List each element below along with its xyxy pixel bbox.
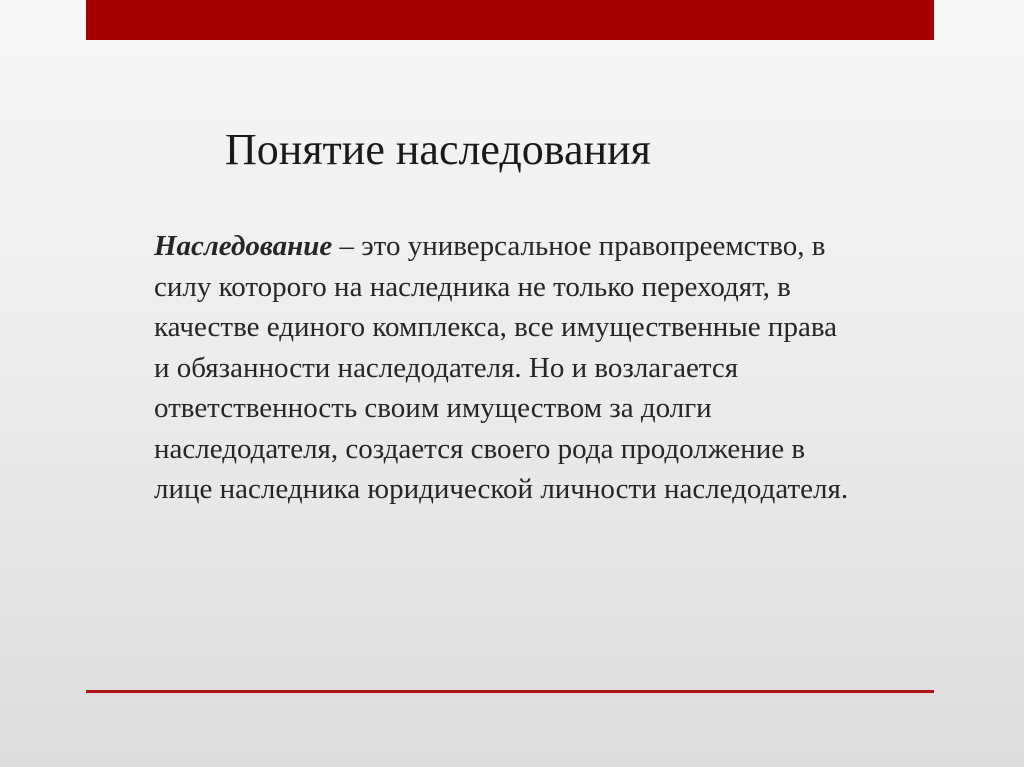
definition-term: Наследование bbox=[154, 230, 333, 262]
definition-paragraph bbox=[154, 226, 854, 510]
slide-title: Понятие наследования bbox=[225, 125, 651, 174]
bottom-divider bbox=[86, 690, 934, 693]
top-accent-bar bbox=[86, 0, 934, 40]
definition-text: – это универсальное правопреемство, в силу которого на наследника не только переходят, в качестве единого комплекса, все имущественные права и обязанности наследодателя. Но и возлагается ответственность своим имуществом за долги наследодателя, создается своего рода продолжение в лице наследника юридической личности наследодателя. bbox=[154, 230, 849, 505]
